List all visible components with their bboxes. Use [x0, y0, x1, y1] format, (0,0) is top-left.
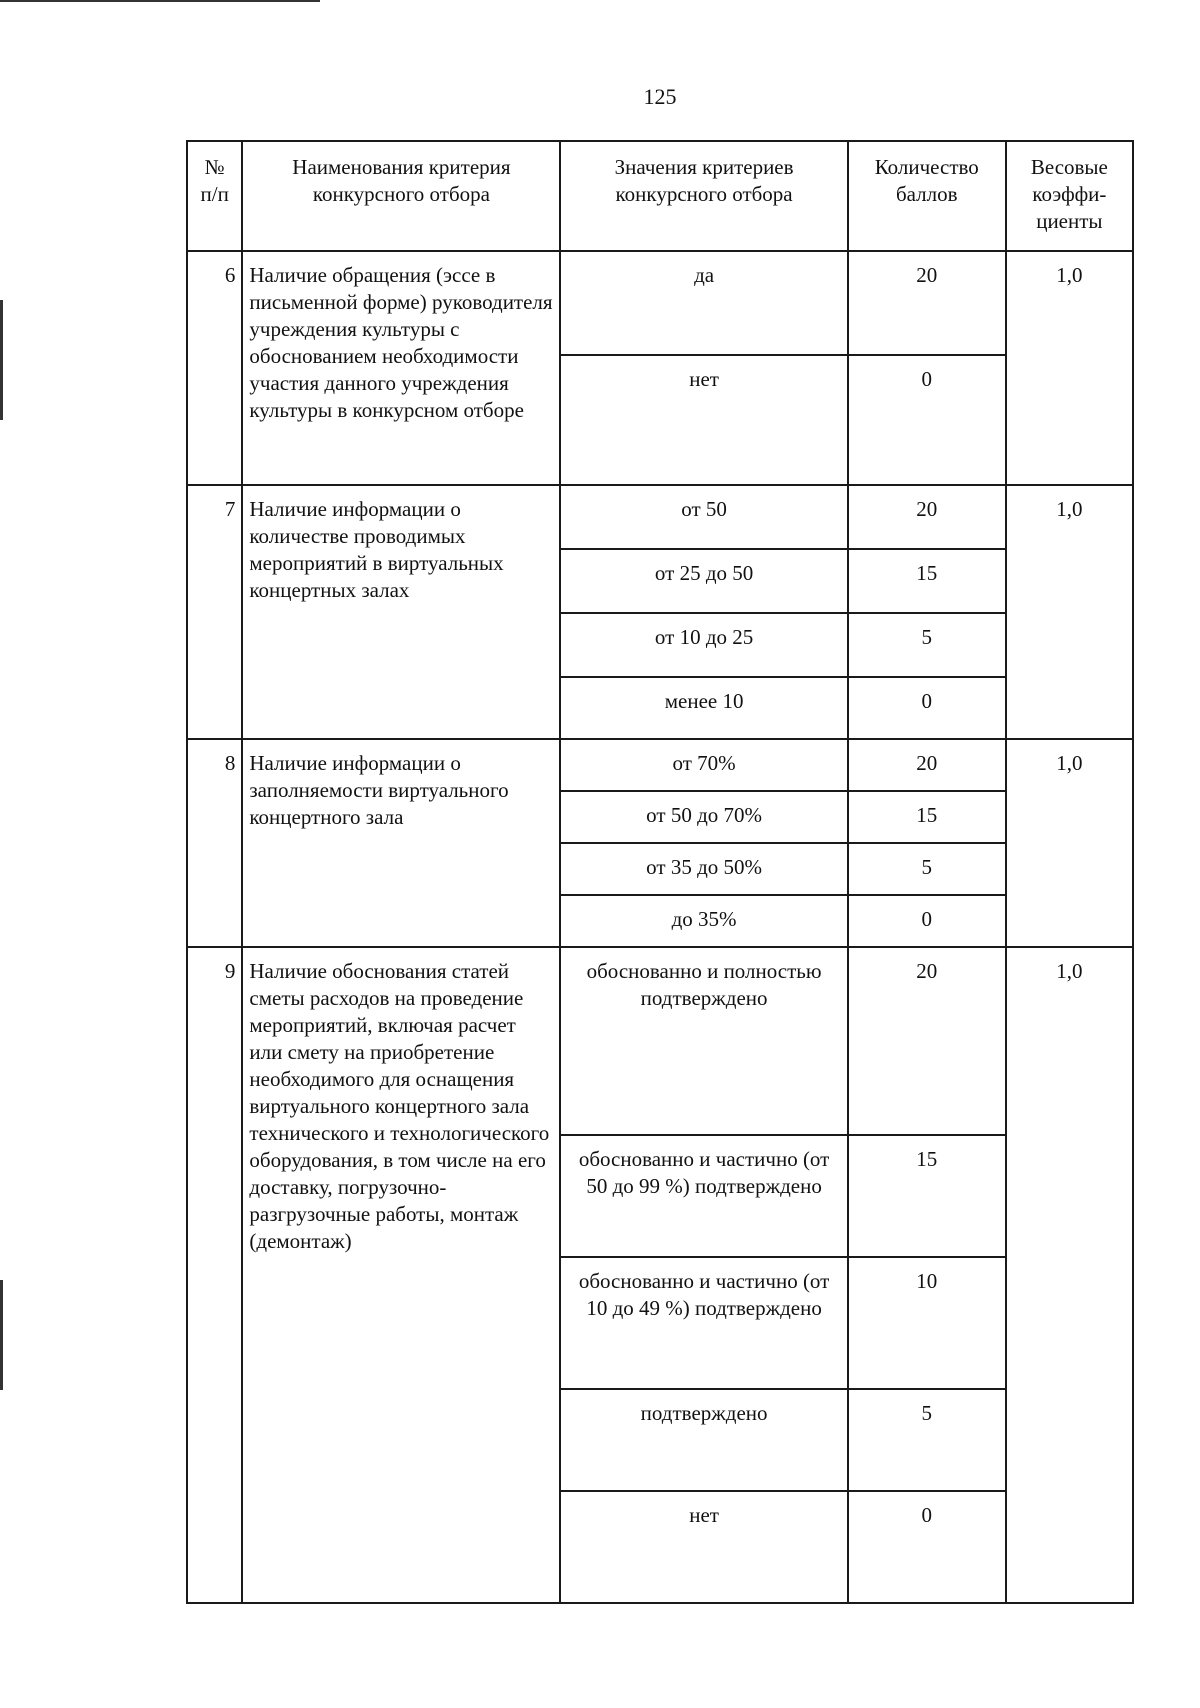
criterion-num: 9 [187, 947, 242, 1603]
table-row [187, 485, 1133, 549]
criterion-points: 0 [848, 895, 1006, 947]
table-header-row [187, 141, 1133, 251]
criterion-name: Наличие обращения (эссе в письменной форме) руководителя учреждения культуры с обоснованием необходимости участия данного учреждения культуры в конкурсном отборе [242, 251, 560, 485]
criterion-num: 6 [187, 251, 242, 485]
criterion-value: от 50 [560, 485, 847, 549]
criterion-points: 15 [848, 549, 1006, 613]
criterion-value: от 10 до 25 [560, 613, 847, 677]
criterion-points: 0 [848, 355, 1006, 485]
table-row [187, 947, 1133, 1135]
criterion-name: Наличие информации о количестве проводимых мероприятий в виртуальных концертных залах [242, 485, 560, 739]
criterion-weight: 1,0 [1006, 251, 1133, 485]
criterion-points: 20 [848, 485, 1006, 549]
criterion-num: 7 [187, 485, 242, 739]
criterion-value: от 50 до 70% [560, 791, 847, 843]
criterion-points: 15 [848, 791, 1006, 843]
criterion-value: да [560, 251, 847, 355]
header-name: Наименования критерия конкурсного отбора [242, 141, 560, 251]
criterion-weight: 1,0 [1006, 485, 1133, 739]
header-value: Значения критериев конкурсного отбора [560, 141, 847, 251]
header-points: Количество баллов [848, 141, 1006, 251]
criteria-table [186, 140, 1134, 1604]
criterion-points: 20 [848, 739, 1006, 791]
scan-edge-mark [0, 1280, 3, 1390]
criterion-points: 5 [848, 1389, 1006, 1491]
table-row [187, 251, 1133, 355]
table-row [187, 739, 1133, 791]
criterion-name: Наличие обоснования статей сметы расходов на проведение мероприятий, включая расчет или смету на приобретение необходимого для оснащения виртуального концертного зала технического и технологического оборудования, в том числе на его доставку, погрузочно-разгрузочные работы, монтаж (демонтаж) [242, 947, 560, 1603]
criterion-points: 20 [848, 947, 1006, 1135]
criteria-table-wrapper [186, 140, 1134, 1604]
criterion-value: обоснованно и частично (от 50 до 99 %) подтверждено [560, 1135, 847, 1257]
criterion-points: 5 [848, 843, 1006, 895]
criterion-value: менее 10 [560, 677, 847, 739]
criterion-value: обоснованно и полностью подтверждено [560, 947, 847, 1135]
header-weight: Весовые коэффи-циенты [1006, 141, 1133, 251]
criterion-points: 10 [848, 1257, 1006, 1389]
scan-edge-mark [0, 0, 320, 2]
criterion-value: нет [560, 355, 847, 485]
criterion-value: подтверждено [560, 1389, 847, 1491]
criterion-value: до 35% [560, 895, 847, 947]
criterion-points: 0 [848, 677, 1006, 739]
criterion-points: 0 [848, 1491, 1006, 1603]
criterion-name: Наличие информации о заполняемости виртуального концертного зала [242, 739, 560, 947]
criterion-value: нет [560, 1491, 847, 1603]
criterion-points: 5 [848, 613, 1006, 677]
header-num: № п/п [187, 141, 242, 251]
criterion-value: от 70% [560, 739, 847, 791]
criterion-value: от 35 до 50% [560, 843, 847, 895]
criterion-weight: 1,0 [1006, 739, 1133, 947]
page-number: 125 [643, 84, 677, 109]
criterion-weight: 1,0 [1006, 947, 1133, 1603]
criterion-value: от 25 до 50 [560, 549, 847, 613]
criterion-value: обоснованно и частично (от 10 до 49 %) подтверждено [560, 1257, 847, 1389]
criterion-points: 15 [848, 1135, 1006, 1257]
scan-edge-mark [0, 300, 3, 420]
criterion-points: 20 [848, 251, 1006, 355]
criterion-num: 8 [187, 739, 242, 947]
